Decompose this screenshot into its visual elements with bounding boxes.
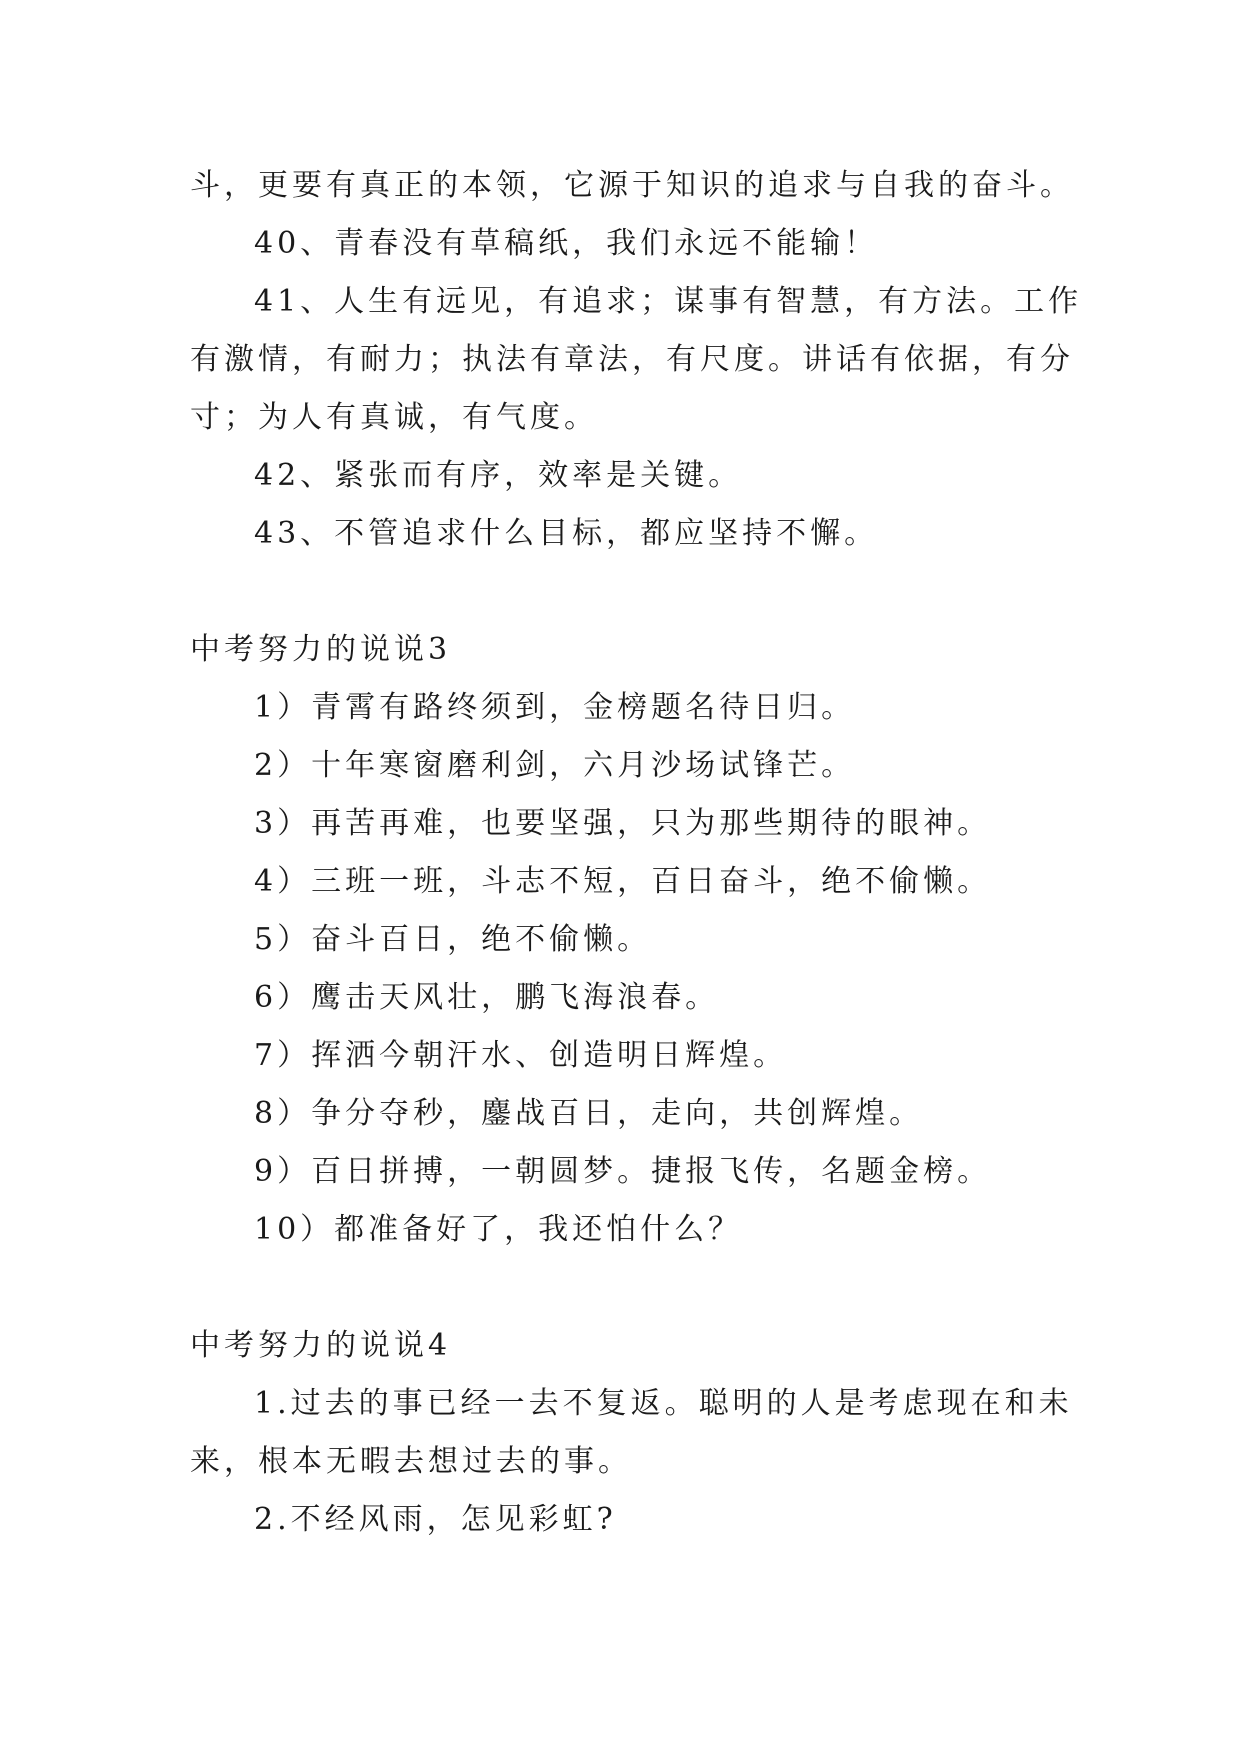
list-item: 7）挥洒今朝汗水、创造明日辉煌。 <box>254 1038 788 1073</box>
quote-item: 42、紧张而有序，效率是关键。 <box>254 458 743 493</box>
paragraph-line: 寸；为人有真诚，有气度。 <box>190 400 598 435</box>
document-body <box>190 157 1090 1549</box>
paragraph-line: 来，根本无暇去想过去的事。 <box>190 1444 632 1479</box>
list-item: 2）十年寒窗磨利剑，六月沙场试锋芒。 <box>254 748 856 783</box>
list-item: 1.过去的事已经一去不复返。聪明的人是考虑现在和未 <box>254 1386 1073 1421</box>
paragraph-line: 有激情，有耐力；执法有章法，有尺度。讲话有依据，有分 <box>190 342 1074 377</box>
paragraph-line: 斗，更要有真正的本领，它源于知识的追求与自我的奋斗。 <box>190 168 1074 203</box>
quote-item: 43、不管追求什么目标，都应坚持不懈。 <box>254 516 879 551</box>
quote-item: 40、青春没有草稿纸，我们永远不能输！ <box>254 226 879 261</box>
list-item: 10）都准备好了，我还怕什么？ <box>254 1212 743 1247</box>
list-item: 9）百日拼搏，一朝圆梦。捷报飞传，名题金榜。 <box>254 1154 992 1189</box>
spacer <box>190 563 1090 621</box>
list-item: 8）争分夺秒，鏖战百日，走向，共创辉煌。 <box>254 1096 924 1131</box>
quote-item: 41、人生有远见，有追求；谋事有智慧，有方法。工作 <box>254 284 1083 319</box>
section-heading: 中考努力的说说3 <box>190 632 452 667</box>
list-item: 2.不经风雨，怎见彩虹? <box>254 1502 617 1537</box>
list-item: 1）青霄有路终须到，金榜题名待日归。 <box>254 690 856 725</box>
list-item: 3）再苦再难，也要坚强，只为那些期待的眼神。 <box>254 806 992 841</box>
list-item: 4）三班一班，斗志不短，百日奋斗，绝不偷懒。 <box>254 864 992 899</box>
section-heading: 中考努力的说说4 <box>190 1328 452 1363</box>
list-item: 6）鹰击天风壮，鹏飞海浪春。 <box>254 980 720 1015</box>
list-item: 5）奋斗百日，绝不偷懒。 <box>254 922 652 957</box>
spacer <box>190 1259 1090 1317</box>
